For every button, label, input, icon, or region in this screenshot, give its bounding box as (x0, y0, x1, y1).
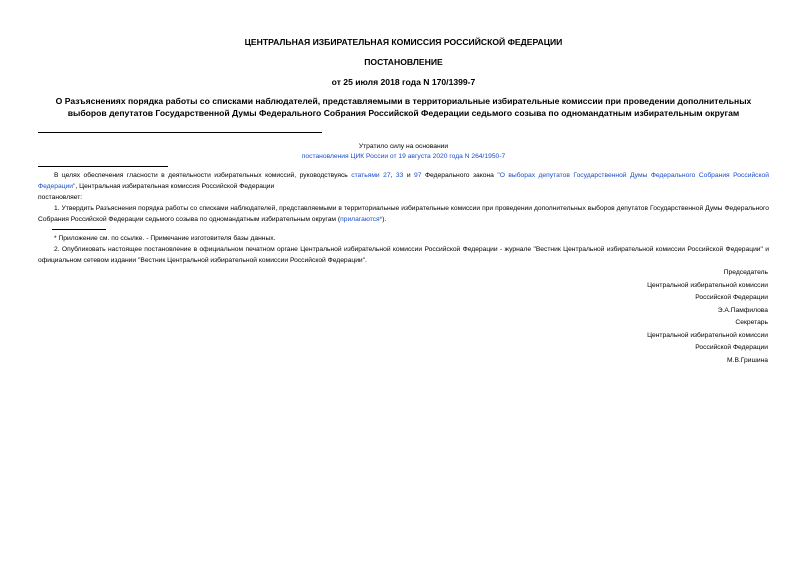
law-article-link-97[interactable]: 97 (414, 172, 422, 179)
repeal-link[interactable]: постановления ЦИК России от 19 августа 2020 года N 264/1950-7 (301, 153, 506, 160)
clause-2: 2. Опубликовать настоящее постановление в официальном печатном органе Центральной избирательной комиссии Российской Федерации - журнале "Вестник Центральной избирательной комиссии Российской Федерации" и официальном сетевом издании "Вестник Центральной избирательной комиссии Российской Федерации". (38, 246, 769, 264)
preamble-text-c: и (403, 172, 415, 179)
signature-line: Председатель (723, 269, 768, 276)
repeal-divider (38, 166, 168, 167)
document-date-number: от 25 июля 2018 года N 170/1399-7 (331, 77, 476, 87)
preamble-text-d: Федерального закона (421, 172, 498, 179)
clause-1-end: ). (382, 215, 387, 223)
preamble-paragraph (38, 171, 769, 192)
signature-line: Центральной избирательной комиссии (647, 331, 768, 339)
footnote: * Приложение см. по ссылке. - Примечание изготовителя базы данных. (54, 235, 276, 242)
clause-1 (38, 204, 769, 225)
signature-line: Секретарь (735, 319, 768, 326)
preamble-text-e: , Центральная избирательная комиссия Российской Федерации (75, 182, 275, 190)
footnote-divider (52, 229, 106, 230)
preamble-text-a: В целях обеспечения гласности в деятельности избирательных комиссий, руководствуясь (54, 172, 352, 179)
federal-law-link[interactable]: "О выборах депутатов Государственной Думы Федерального Собрания Российской Федерации" (38, 172, 769, 190)
law-article-link-33[interactable]: 33 (395, 172, 404, 179)
issuing-organization: ЦЕНТРАЛЬНАЯ ИЗБИРАТЕЛЬНАЯ КОМИССИЯ РОССИЙСКОЙ ФЕДЕРАЦИИ (244, 37, 563, 47)
title-divider (38, 132, 322, 133)
signature-line: Российской Федерации (695, 294, 768, 301)
document-type: ПОСТАНОВЛЕНИЕ (364, 57, 443, 67)
clause-1-text: 1. Утвердить Разъяснения порядка работы со списками наблюдателей, представляемыми в территориальные избирательные комиссии при проведении дополнительных выборов депутатов Государственной Думы Федерального Собрания Российской Федерации седьмого созыва по одномандатным избирательным округам ( (38, 205, 769, 223)
repeal-note: Утратило силу на основании (358, 143, 449, 150)
appendix-link[interactable]: прилагаются* (340, 215, 383, 223)
resolves-text: постановляет: (38, 194, 83, 201)
law-article-link-27[interactable]: статьями 27 (351, 172, 391, 179)
document-title: О Разъяснениях порядка работы со списками наблюдателей, представляемыми в территориальные избирательные комиссии при проведении дополнительных выборов депутатов Государственной Думы Федерального Собрания Российской Федерации седьмого созыва по одномандатным избирательным округам (55, 96, 752, 118)
signature-line: Российской Федерации (695, 344, 768, 351)
preamble-text-b: , (390, 172, 396, 179)
secretary-name: М.В.Гришина (727, 356, 768, 364)
signature-line: Центральной избирательной комиссии (647, 281, 768, 289)
repeal-note-line2 (190, 152, 617, 162)
chairman-name: Э.А.Памфилова (717, 306, 768, 314)
signature-block (568, 267, 768, 367)
